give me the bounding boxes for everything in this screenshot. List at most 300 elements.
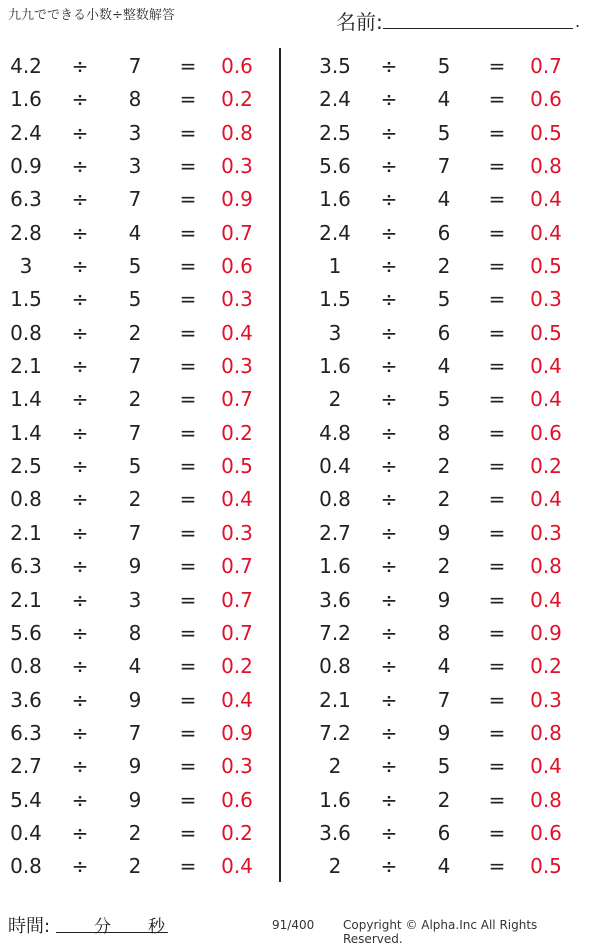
divide-sign: ÷ xyxy=(71,320,89,345)
problem-row xyxy=(0,82,280,115)
answer: 0.5 xyxy=(530,254,562,279)
divide-sign: ÷ xyxy=(71,720,89,745)
equals-sign: = xyxy=(488,154,506,179)
problem-row xyxy=(309,583,589,616)
equals-sign: = xyxy=(179,420,197,445)
divisor: 7 xyxy=(128,520,142,545)
problem-row xyxy=(0,516,280,549)
dividend: 2.7 xyxy=(10,754,42,779)
dividend: 2.1 xyxy=(319,687,351,712)
problem-row xyxy=(0,683,280,716)
divisor: 2 xyxy=(437,554,451,579)
problem-row xyxy=(309,816,589,849)
problem-row xyxy=(309,649,589,682)
equals-sign: = xyxy=(488,487,506,512)
divide-sign: ÷ xyxy=(380,654,398,679)
dividend: 3.5 xyxy=(319,54,351,78)
answer: 0.3 xyxy=(530,520,562,545)
divide-sign: ÷ xyxy=(380,54,398,78)
minutes-label: 分 xyxy=(94,917,111,937)
problem-row xyxy=(0,116,280,149)
divide-sign: ÷ xyxy=(71,87,89,112)
dividend: 2.1 xyxy=(10,587,42,612)
divide-sign: ÷ xyxy=(71,54,89,78)
equals-sign: = xyxy=(179,454,197,479)
equals-sign: = xyxy=(488,320,506,345)
dividend: 1.6 xyxy=(319,554,351,579)
equals-sign: = xyxy=(179,254,197,279)
divisor: 7 xyxy=(128,54,142,78)
dividend: 4.2 xyxy=(10,54,42,78)
equals-sign: = xyxy=(179,487,197,512)
dividend: 0.8 xyxy=(10,487,42,512)
equals-sign: = xyxy=(488,720,506,745)
problem-row xyxy=(309,316,589,349)
equals-sign: = xyxy=(488,54,506,78)
divisor: 7 xyxy=(128,187,142,212)
answer: 0.3 xyxy=(530,287,562,312)
divide-sign: ÷ xyxy=(380,454,398,479)
divide-sign: ÷ xyxy=(71,587,89,612)
divide-sign: ÷ xyxy=(71,820,89,845)
divisor: 4 xyxy=(437,654,451,679)
divisor: 2 xyxy=(437,454,451,479)
dividend: 1.4 xyxy=(10,387,42,412)
divisor: 5 xyxy=(128,287,142,312)
problem-row xyxy=(0,849,280,882)
divisor: 2 xyxy=(437,254,451,279)
divide-sign: ÷ xyxy=(71,787,89,812)
answer: 0.6 xyxy=(221,54,253,78)
divisor: 5 xyxy=(128,254,142,279)
divisor: 5 xyxy=(437,287,451,312)
equals-sign: = xyxy=(179,287,197,312)
answer: 0.5 xyxy=(530,120,562,145)
equals-sign: = xyxy=(179,754,197,779)
problem-row xyxy=(309,216,589,249)
worksheet-title: 九九でできる小数÷整数解答 xyxy=(8,8,175,23)
page-number: 91/400 xyxy=(272,918,315,932)
answer: 0.3 xyxy=(221,354,253,379)
dividend: 2.5 xyxy=(319,120,351,145)
problem-row xyxy=(309,149,589,182)
equals-sign: = xyxy=(488,754,506,779)
divide-sign: ÷ xyxy=(71,120,89,145)
answer: 0.2 xyxy=(530,454,562,479)
divisor: 2 xyxy=(128,854,142,879)
answer: 0.4 xyxy=(530,754,562,779)
divisor: 9 xyxy=(128,687,142,712)
equals-sign: = xyxy=(179,354,197,379)
equals-sign: = xyxy=(179,87,197,112)
equals-sign: = xyxy=(488,87,506,112)
name-label: 名前: xyxy=(336,10,383,34)
divide-sign: ÷ xyxy=(380,787,398,812)
divisor: 4 xyxy=(128,220,142,245)
problem-row xyxy=(0,382,280,415)
answer: 0.9 xyxy=(530,620,562,645)
problem-row xyxy=(0,249,280,282)
problem-row xyxy=(0,549,280,582)
divide-sign: ÷ xyxy=(380,120,398,145)
divisor: 7 xyxy=(128,354,142,379)
problem-row xyxy=(0,216,280,249)
equals-sign: = xyxy=(488,620,506,645)
equals-sign: = xyxy=(488,454,506,479)
dividend: 6.3 xyxy=(10,720,42,745)
problem-row xyxy=(0,149,280,182)
divide-sign: ÷ xyxy=(380,387,398,412)
dividend: 1.6 xyxy=(10,87,42,112)
dividend: 0.9 xyxy=(10,154,42,179)
divide-sign: ÷ xyxy=(71,254,89,279)
equals-sign: = xyxy=(179,320,197,345)
divide-sign: ÷ xyxy=(380,154,398,179)
dividend: 0.8 xyxy=(10,654,42,679)
divide-sign: ÷ xyxy=(71,454,89,479)
answer: 0.2 xyxy=(221,820,253,845)
problem-row xyxy=(309,49,589,82)
problem-row xyxy=(309,616,589,649)
divisor: 6 xyxy=(437,320,451,345)
dividend: 2 xyxy=(328,754,342,779)
answer: 0.3 xyxy=(221,520,253,545)
problem-row xyxy=(309,349,589,382)
divisor: 8 xyxy=(437,620,451,645)
equals-sign: = xyxy=(179,554,197,579)
problem-row xyxy=(0,616,280,649)
dividend: 2.8 xyxy=(10,220,42,245)
answer: 0.4 xyxy=(530,387,562,412)
problem-row xyxy=(309,716,589,749)
dividend: 1.6 xyxy=(319,354,351,379)
problem-row xyxy=(309,849,589,882)
equals-sign: = xyxy=(179,387,197,412)
answer: 0.4 xyxy=(530,187,562,212)
answer: 0.7 xyxy=(221,387,253,412)
divide-sign: ÷ xyxy=(71,154,89,179)
dividend: 2.4 xyxy=(319,87,351,112)
dividend: 7.2 xyxy=(319,620,351,645)
answer: 0.4 xyxy=(221,320,253,345)
divide-sign: ÷ xyxy=(380,354,398,379)
divide-sign: ÷ xyxy=(71,620,89,645)
problem-row xyxy=(0,716,280,749)
problem-row xyxy=(0,816,280,849)
dividend: 1.5 xyxy=(319,287,351,312)
answer: 0.3 xyxy=(221,287,253,312)
divisor: 9 xyxy=(437,720,451,745)
divide-sign: ÷ xyxy=(380,287,398,312)
divisor: 7 xyxy=(128,720,142,745)
divisor: 5 xyxy=(437,387,451,412)
equals-sign: = xyxy=(488,520,506,545)
dividend: 6.3 xyxy=(10,554,42,579)
problem-row xyxy=(309,382,589,415)
copyright-text: Copyright © Alpha.Inc All Rights Reserved. xyxy=(343,918,538,946)
problem-row xyxy=(0,749,280,782)
dividend: 2.4 xyxy=(319,220,351,245)
dividend: 1.6 xyxy=(319,787,351,812)
answer: 0.7 xyxy=(221,554,253,579)
equals-sign: = xyxy=(179,154,197,179)
dividend: 2 xyxy=(328,387,342,412)
divisor: 2 xyxy=(128,487,142,512)
equals-sign: = xyxy=(488,420,506,445)
equals-sign: = xyxy=(488,687,506,712)
equals-sign: = xyxy=(488,854,506,879)
answer: 0.3 xyxy=(530,687,562,712)
column-divider xyxy=(279,48,281,882)
dividend: 5.6 xyxy=(10,620,42,645)
divide-sign: ÷ xyxy=(71,854,89,879)
dividend: 0.8 xyxy=(319,654,351,679)
equals-sign: = xyxy=(179,54,197,78)
dividend: 1.6 xyxy=(319,187,351,212)
equals-sign: = xyxy=(179,687,197,712)
answer: 0.5 xyxy=(221,454,253,479)
divide-sign: ÷ xyxy=(71,220,89,245)
dividend: 7.2 xyxy=(319,720,351,745)
divisor: 5 xyxy=(437,120,451,145)
divide-sign: ÷ xyxy=(380,520,398,545)
divisor: 6 xyxy=(437,820,451,845)
equals-sign: = xyxy=(179,220,197,245)
answer: 0.9 xyxy=(221,720,253,745)
name-underline xyxy=(383,28,573,29)
problem-row xyxy=(309,82,589,115)
divide-sign: ÷ xyxy=(71,754,89,779)
divide-sign: ÷ xyxy=(380,254,398,279)
equals-sign: = xyxy=(488,354,506,379)
equals-sign: = xyxy=(179,854,197,879)
divide-sign: ÷ xyxy=(71,654,89,679)
equals-sign: = xyxy=(488,220,506,245)
dividend: 5.6 xyxy=(319,154,351,179)
dividend: 3 xyxy=(19,254,33,279)
answer: 0.7 xyxy=(221,220,253,245)
problem-row xyxy=(309,116,589,149)
answer: 0.4 xyxy=(221,687,253,712)
divisor: 4 xyxy=(437,87,451,112)
divide-sign: ÷ xyxy=(71,420,89,445)
equals-sign: = xyxy=(488,120,506,145)
divisor: 2 xyxy=(437,787,451,812)
divide-sign: ÷ xyxy=(71,487,89,512)
problem-row xyxy=(0,282,280,315)
dividend: 4.8 xyxy=(319,420,351,445)
equals-sign: = xyxy=(179,720,197,745)
answer: 0.4 xyxy=(530,487,562,512)
answer: 0.4 xyxy=(530,220,562,245)
divisor: 4 xyxy=(437,354,451,379)
problem-row xyxy=(0,649,280,682)
problem-row xyxy=(0,316,280,349)
problem-row xyxy=(309,449,589,482)
problem-row xyxy=(309,516,589,549)
equals-sign: = xyxy=(488,287,506,312)
problem-row xyxy=(309,783,589,816)
answer: 0.9 xyxy=(221,187,253,212)
divide-sign: ÷ xyxy=(71,287,89,312)
equals-sign: = xyxy=(488,554,506,579)
dividend: 0.4 xyxy=(10,820,42,845)
problem-row xyxy=(0,449,280,482)
divisor: 9 xyxy=(437,520,451,545)
divisor: 7 xyxy=(128,420,142,445)
problem-row xyxy=(309,482,589,515)
divide-sign: ÷ xyxy=(71,387,89,412)
dividend: 2.1 xyxy=(10,520,42,545)
dividend: 2.1 xyxy=(10,354,42,379)
divisor: 9 xyxy=(128,554,142,579)
answer: 0.6 xyxy=(530,420,562,445)
answer: 0.4 xyxy=(530,354,562,379)
problem-row xyxy=(0,49,280,82)
right-problem-column xyxy=(309,49,589,883)
divisor: 9 xyxy=(128,787,142,812)
answer: 0.6 xyxy=(530,820,562,845)
answer: 0.6 xyxy=(221,254,253,279)
dividend: 2 xyxy=(328,854,342,879)
problem-row xyxy=(309,249,589,282)
answer: 0.7 xyxy=(221,620,253,645)
left-problem-column xyxy=(0,49,280,883)
divisor: 4 xyxy=(128,654,142,679)
problem-row xyxy=(309,683,589,716)
divisor: 4 xyxy=(437,854,451,879)
answer: 0.8 xyxy=(530,554,562,579)
equals-sign: = xyxy=(179,820,197,845)
problem-row xyxy=(309,416,589,449)
dividend: 3.6 xyxy=(319,820,351,845)
equals-sign: = xyxy=(488,387,506,412)
divisor: 5 xyxy=(128,454,142,479)
problem-row xyxy=(309,282,589,315)
answer: 0.2 xyxy=(221,420,253,445)
divisor: 7 xyxy=(437,154,451,179)
divide-sign: ÷ xyxy=(380,420,398,445)
problem-row xyxy=(309,549,589,582)
divisor: 2 xyxy=(128,387,142,412)
divisor: 3 xyxy=(128,154,142,179)
divide-sign: ÷ xyxy=(380,754,398,779)
equals-sign: = xyxy=(488,254,506,279)
dividend: 5.4 xyxy=(10,787,42,812)
divisor: 3 xyxy=(128,587,142,612)
answer: 0.8 xyxy=(530,720,562,745)
dividend: 0.8 xyxy=(10,320,42,345)
divide-sign: ÷ xyxy=(380,220,398,245)
divisor: 3 xyxy=(128,120,142,145)
problem-row xyxy=(309,182,589,215)
answer: 0.2 xyxy=(221,87,253,112)
dividend: 3.6 xyxy=(10,687,42,712)
dividend: 1 xyxy=(328,254,342,279)
answer: 0.3 xyxy=(221,754,253,779)
equals-sign: = xyxy=(488,654,506,679)
divide-sign: ÷ xyxy=(380,687,398,712)
divide-sign: ÷ xyxy=(71,687,89,712)
problem-row xyxy=(0,349,280,382)
divide-sign: ÷ xyxy=(71,554,89,579)
divide-sign: ÷ xyxy=(380,620,398,645)
equals-sign: = xyxy=(179,620,197,645)
answer: 0.7 xyxy=(221,587,253,612)
answer: 0.6 xyxy=(221,787,253,812)
divisor: 8 xyxy=(128,87,142,112)
divisor: 5 xyxy=(437,54,451,78)
equals-sign: = xyxy=(179,187,197,212)
dividend: 3.6 xyxy=(319,587,351,612)
divisor: 2 xyxy=(437,487,451,512)
divide-sign: ÷ xyxy=(71,354,89,379)
dividend: 0.4 xyxy=(319,454,351,479)
problem-row xyxy=(0,416,280,449)
equals-sign: = xyxy=(179,654,197,679)
answer: 0.2 xyxy=(221,654,253,679)
dividend: 0.8 xyxy=(10,854,42,879)
divisor: 4 xyxy=(437,187,451,212)
divide-sign: ÷ xyxy=(71,187,89,212)
answer: 0.5 xyxy=(530,854,562,879)
divide-sign: ÷ xyxy=(380,554,398,579)
divisor: 2 xyxy=(128,320,142,345)
problem-row xyxy=(0,182,280,215)
divide-sign: ÷ xyxy=(380,854,398,879)
divide-sign: ÷ xyxy=(380,320,398,345)
problem-row xyxy=(309,749,589,782)
divisor: 9 xyxy=(128,754,142,779)
divisor: 9 xyxy=(437,587,451,612)
answer: 0.8 xyxy=(530,154,562,179)
divisor: 8 xyxy=(437,420,451,445)
divisor: 8 xyxy=(128,620,142,645)
dividend: 3 xyxy=(328,320,342,345)
dividend: 6.3 xyxy=(10,187,42,212)
seconds-label: 秒 xyxy=(148,917,165,937)
dividend: 2.5 xyxy=(10,454,42,479)
answer: 0.7 xyxy=(530,54,562,78)
dividend: 2.7 xyxy=(319,520,351,545)
answer: 0.5 xyxy=(530,320,562,345)
divide-sign: ÷ xyxy=(380,87,398,112)
divide-sign: ÷ xyxy=(380,587,398,612)
answer: 0.8 xyxy=(530,787,562,812)
divide-sign: ÷ xyxy=(380,720,398,745)
dividend: 1.4 xyxy=(10,420,42,445)
equals-sign: = xyxy=(179,587,197,612)
problem-row xyxy=(0,783,280,816)
problem-row xyxy=(0,482,280,515)
equals-sign: = xyxy=(179,120,197,145)
equals-sign: = xyxy=(488,187,506,212)
equals-sign: = xyxy=(179,520,197,545)
answer: 0.3 xyxy=(221,154,253,179)
answer: 0.4 xyxy=(221,854,253,879)
equals-sign: = xyxy=(488,587,506,612)
divisor: 5 xyxy=(437,754,451,779)
divisor: 6 xyxy=(437,220,451,245)
answer: 0.4 xyxy=(221,487,253,512)
answer: 0.8 xyxy=(221,120,253,145)
divide-sign: ÷ xyxy=(380,820,398,845)
equals-sign: = xyxy=(179,787,197,812)
divide-sign: ÷ xyxy=(71,520,89,545)
dividend: 0.8 xyxy=(319,487,351,512)
answer: 0.2 xyxy=(530,654,562,679)
dividend: 2.4 xyxy=(10,120,42,145)
